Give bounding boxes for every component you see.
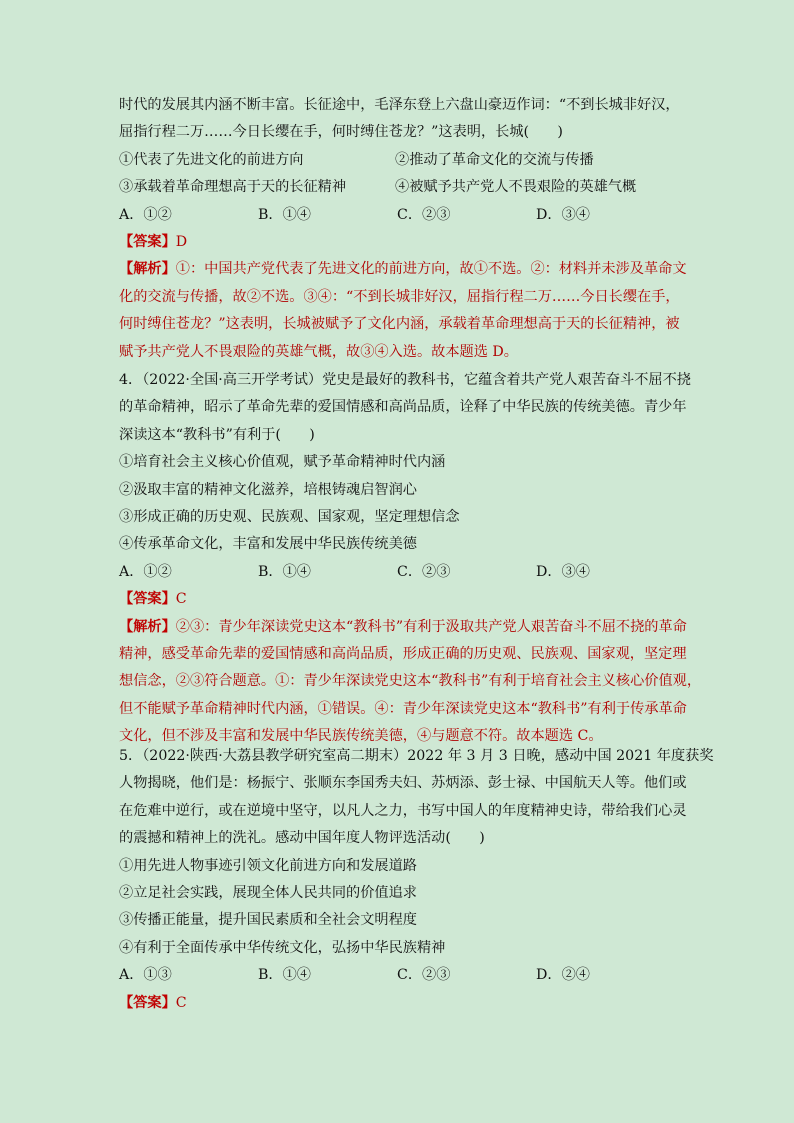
q3-stem-line: 屈指行程二万……今日长缨在手，何时缚住苍龙？”这表明，长城( ): [119, 124, 563, 141]
q3-choice-c: C．②③: [397, 206, 451, 223]
q3-analysis-line: 何时缚住苍龙？”这表明，长城被赋予了文化内涵，承载着革命理想高于天的长征精神，被: [119, 316, 680, 333]
answer-value: D: [175, 233, 188, 250]
q4-analysis-line: 文化，但不涉及丰富和发展中华民族传统美德，④与题意不符。故本题选 C。: [119, 728, 603, 745]
q4-choice-a: A．①②: [119, 563, 172, 580]
q4-choice-c: C．②③: [397, 563, 451, 580]
q5-item-2: ②立足社会实践，展现全体人民共同的价值追求: [119, 884, 417, 901]
q4-choices: [119, 559, 679, 586]
q4-stem-line: 4．（2022·全国·高三开学考试）党史是最好的教科书，它蕴含着共产党人艰苦奋斗不屈不挠: [119, 372, 691, 388]
q3-analysis-line: 化的交流与传播，故②不选。③④：“不到长城非好汉，屈指行程二万……今日长缨在手，: [119, 288, 680, 305]
question-4: [119, 367, 702, 750]
q5-stem-line: 的震撼和精神上的洗礼。感动中国年度人物评选活动( ): [119, 830, 485, 847]
q4-stem-line: 的革命精神，昭示了革命先辈的爱国情感和高尚品质，诠释了中华民族的传统美德。青少年: [119, 399, 687, 416]
q3-analysis-line: 赋予共产党人不畏艰险的英雄气概，故③④入选。故本题选 D。: [119, 343, 518, 360]
q5-stem-line: 5．（2022·陕西·大荔县教学研究室高二期末）2022 年 3 月 3 日晚，感动中国 2021 年度获奖: [119, 748, 714, 764]
answer-label: 【答案】: [119, 233, 176, 250]
question-5: [119, 743, 714, 1017]
q4-item-3: ③形成正确的历史观、民族观、国家观，坚定理想信念: [119, 508, 460, 525]
q4-analysis-line: [119, 614, 687, 641]
q4-answer: [119, 586, 679, 613]
q3-choice-b: B．①④: [258, 206, 311, 223]
q3-stem-line: 时代的发展其内涵不断丰富。长征途中，毛泽东登上六盘山豪迈作词：“不到长城非好汉，: [119, 97, 680, 113]
q3-items-row: [119, 147, 679, 174]
q5-item-3: ③传播正能量，提升国民素质和全社会文明程度: [119, 912, 417, 929]
q3-item-4: ④被赋予共产党人不畏艰险的英雄气概: [395, 179, 637, 196]
q5-choice-c: C．②③: [397, 967, 451, 984]
q4-analysis-line: 但不能赋予革命精神时代内涵，①错误。④：青少年深读党史这本“教科书”有利于传承革命: [119, 700, 687, 717]
q3-item-3: ③承载着革命理想高于天的长征精神: [119, 179, 347, 196]
q3-items-row: [119, 174, 679, 201]
q4-item-4: ④传承革命文化，丰富和发展中华民族传统美德: [119, 536, 417, 553]
answer-value: C: [175, 591, 187, 608]
analysis-text: ①：中国共产党代表了先进文化的前进方向，故①不选。②：材料并未涉及革命文: [175, 261, 687, 278]
q3-item-2: ②推动了革命文化的交流与传播: [395, 151, 594, 168]
answer-label: 【答案】: [119, 994, 176, 1011]
q3-choice-a: A．①②: [119, 206, 172, 223]
q4-choice-b: B．①④: [258, 563, 311, 580]
q3-answer: [119, 229, 679, 256]
q5-item-4: ④有利于全面传承中华传统文化，弘扬中华民族精神: [119, 939, 446, 956]
q5-answer: [119, 990, 679, 1017]
q3-item-1: ①代表了先进文化的前进方向: [119, 151, 304, 168]
q5-item-1: ①用先进人物事迹引领文化前进方向和发展道路: [119, 857, 417, 874]
q4-analysis-line: 想信念，②③符合题意。①：青少年深读党史这本“教科书”有利于培育社会主义核心价值观，: [119, 673, 702, 690]
analysis-label: 【解析】: [119, 261, 176, 278]
q4-choice-d: D．③④: [536, 563, 590, 580]
analysis-text: ②③：青少年深读党史这本“教科书”有利于汲取共产党人艰苦奋斗不屈不挠的革命: [175, 618, 687, 635]
q4-analysis-line: 精神，感受革命先辈的爱国情感和高尚品质，形成正确的历史观、民族观、国家观，坚定理: [119, 645, 687, 662]
q5-choice-b: B．①④: [258, 967, 311, 984]
q3-choices: [119, 202, 679, 229]
q5-stem-line: 人物揭晓，他们是：杨振宁、张顺东李国秀夫妇、苏炳添、彭士禄、中国航天人等。他们或: [119, 775, 687, 792]
answer-label: 【答案】: [119, 591, 176, 608]
q4-item-1: ①培育社会主义核心价值观，赋予革命精神时代内涵: [119, 454, 446, 471]
q3-choice-d: D．③④: [536, 206, 590, 223]
question-3: [119, 92, 687, 366]
q5-choice-d: D．②④: [536, 967, 590, 984]
analysis-label: 【解析】: [119, 618, 176, 635]
q3-analysis-line: [119, 256, 687, 283]
q4-stem-line: 深读这本“教科书”有利于( ): [119, 426, 315, 443]
q4-item-2: ②汲取丰富的精神文化滋养，培根铸魂启智润心: [119, 481, 417, 498]
q5-stem-line: 在危难中逆行，或在逆境中坚守，以凡人之力，书写中国人的年度精神史诗，带给我们心灵: [119, 802, 687, 819]
answer-value: C: [175, 994, 187, 1011]
q5-choice-a: A．①③: [119, 967, 172, 984]
q5-choices: [119, 962, 679, 989]
